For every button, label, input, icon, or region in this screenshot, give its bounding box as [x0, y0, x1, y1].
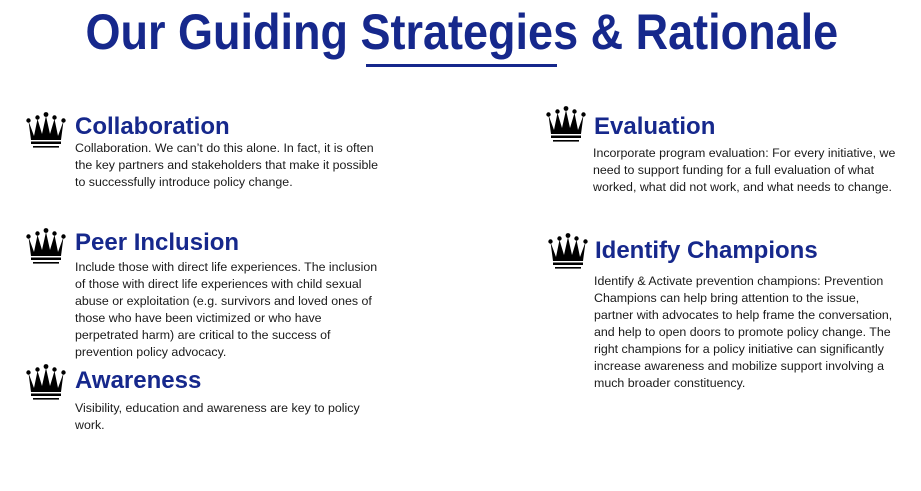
crown-icon	[26, 364, 66, 404]
crown-icon	[546, 106, 586, 146]
title-underline	[366, 64, 557, 67]
evaluation-text: Incorporate program evaluation: For every initiative, we need to support funding for a full evaluation of what worked, what did not work, and what needs to change.	[593, 146, 896, 194]
identify-champions-heading: Identify Champions	[595, 237, 818, 264]
peer-inclusion-text: Include those with direct life experiences. The inclusion of those with direct life experiences with child sexual abuse or exploitation (e.g. survivors and loved ones of those who have been victimized or who have perpetrated harm) are critical to the success of prevention policy advocacy.	[75, 260, 378, 359]
collaboration-text: Collaboration. We can’t do this alone. In fact, it is often the key partners and stakeholders that make it possible to successfully introduce policy change.	[75, 141, 379, 189]
page-title: Our Guiding Strategies & Rationale	[85, 4, 839, 60]
crown-icon	[548, 233, 588, 273]
collaboration-heading: Collaboration	[75, 113, 230, 140]
awareness-text: Visibility, education and awareness are key to policy work.	[75, 401, 360, 432]
peer-inclusion-heading: Peer Inclusion	[75, 229, 240, 256]
awareness-heading: Awareness	[75, 367, 202, 394]
crown-icon	[26, 228, 66, 268]
crown-icon	[26, 112, 66, 152]
identify-champions-text: Identify & Activate prevention champions: Prevention Champions can help bring attention to the issue, partner with advocates to help frame the conversation, and help to open doors to promote policy change. The right champions for a policy initiative can significantly increase awareness and mobilize support involving a much broader constituency.	[594, 274, 893, 390]
evaluation-heading: Evaluation	[594, 113, 716, 140]
